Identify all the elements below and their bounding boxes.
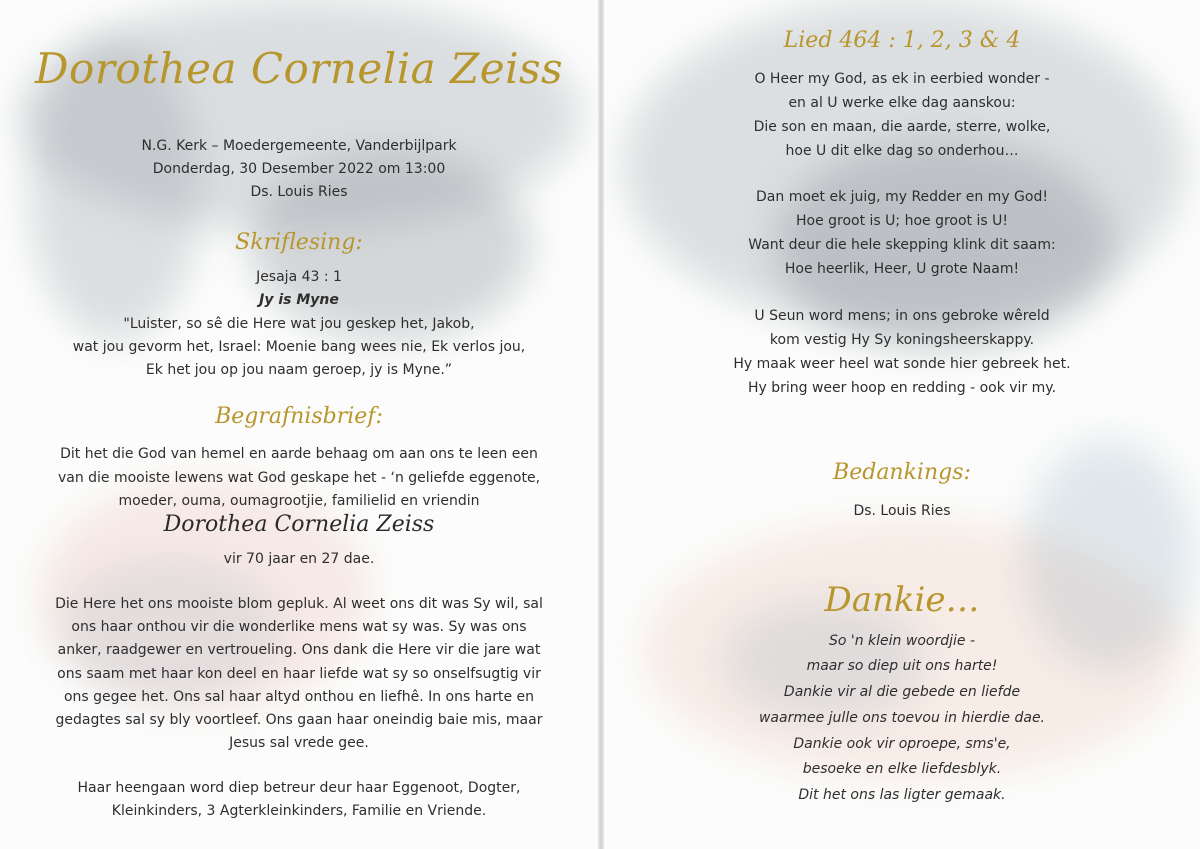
scripture-line: Ek het jou op jou naam geroep, jy is Myne.” — [145, 362, 453, 378]
hymn-verse2-line: Hoe groot is U; hoe groot is U! — [795, 213, 1008, 229]
dankie-line: besoeke en elke liefdesblyk. — [802, 761, 1002, 777]
hymn-verse3-line: Hy maak weer heel wat sonde hier gebreek het. — [733, 356, 1071, 372]
funeral-name: Dorothea Cornelia Zeiss — [163, 512, 435, 537]
funeral-intro-line: van die mooiste lewens wat God geskape het - ‘n geliefde eggenote, — [57, 470, 541, 486]
dankie-line: So 'n klein woordjie - — [828, 633, 975, 649]
tribute-line: gedagtes sal sy bly voortleef. Ons gaan haar oneindig baie mis, maar — [55, 712, 543, 728]
funeral-age: vir 70 jaar en 27 dae. — [223, 551, 375, 567]
dankie-line: Dankie ook vir oproepe, sms'e, — [793, 736, 1011, 752]
funeral-intro-line: moeder, ouma, oumagrootjie, familielid en vriendin — [118, 493, 480, 509]
service-date: Donderdag, 30 Desember 2022 om 13:00 — [152, 161, 446, 177]
hymn-verse1-line: hoe U dit elke dag so onderhou… — [785, 143, 1019, 159]
tribute-line: Jesus sal vrede gee. — [229, 735, 369, 751]
name-title: Dorothea Cornelia Zeiss — [34, 44, 564, 93]
hymn-verse2-line: Dan moet ek juig, my Redder en my God! — [756, 189, 1048, 205]
scripture-heading: Skriflesing: — [235, 230, 363, 255]
hymn-heading: Lied 464 : 1, 2, 3 & 4 — [783, 28, 1021, 53]
left-page — [0, 0, 598, 849]
right-page — [604, 0, 1200, 849]
scripture-line: wat jou gevorm het, Israel: Moenie bang wees nie, Ek verlos jou, — [72, 339, 526, 355]
tribute-line: ons gegee het. Ons sal haar altyd onthou en liefhê. In ons harte en — [63, 689, 534, 705]
hymn-verse1-line: O Heer my God, as ek in eerbied wonder - — [754, 71, 1050, 87]
tribute-line: anker, raadgewer en vertroueling. Ons dank die Here vir die jare wat — [57, 642, 541, 658]
scripture-line: "Luister, so sê die Here wat jou geskep het, Jakob, — [123, 316, 475, 332]
dankie-line: waarmee julle ons toevou in hierdie dae. — [758, 710, 1046, 726]
mourners-line: Kleinkinders, 3 Agterkleinkinders, Familie en Vriende. — [111, 803, 487, 819]
thanks-name: Ds. Louis Ries — [853, 503, 951, 519]
mourners-line: Haar heengaan word diep betreur deur haar Eggenoot, Dogter, — [77, 780, 521, 796]
hymn-verse2-line: Want deur die hele skepping klink dit saam: — [748, 237, 1056, 253]
dankie-line: Dankie vir al die gebede en liefde — [783, 684, 1021, 700]
service-minister: Ds. Louis Ries — [250, 184, 348, 200]
scripture-title: Jy is Myne — [259, 292, 339, 308]
hymn-verse2-line: Hoe heerlik, Heer, U grote Naam! — [784, 261, 1020, 277]
hymn-verse3-line: Hy bring weer hoop en redding - ook vir my. — [747, 380, 1057, 396]
funeral-heading: Begrafnisbrief: — [215, 404, 383, 429]
hymn-verse3-line: kom vestig Hy Sy koningsheerskappy. — [769, 332, 1035, 348]
funeral-intro-line: Dit het die God van hemel en aarde behaag om aan ons te leen een — [60, 446, 538, 462]
tribute-line: ons haar onthou vir die wonderlike mens wat sy was. Sy was ons — [71, 619, 527, 635]
dankie-line: Dit het ons las ligter gemaak. — [798, 787, 1006, 803]
dankie-heading: Dankie… — [824, 580, 980, 620]
service-location: N.G. Kerk – Moedergemeente, Vanderbijlpark — [141, 138, 457, 154]
hymn-verse1-line: en al U werke elke dag aanskou: — [788, 95, 1016, 111]
tribute-line: ons saam met haar kon deel en haar liefde wat sy so onselfsugtig vir — [57, 666, 541, 682]
scripture-reference: Jesaja 43 : 1 — [256, 269, 342, 285]
dankie-line: maar so diep uit ons harte! — [806, 658, 998, 674]
hymn-verse1-line: Die son en maan, die aarde, sterre, wolke, — [753, 119, 1051, 135]
tribute-line: Die Here het ons mooiste blom gepluk. Al weet ons dit was Sy wil, sal — [55, 596, 543, 612]
hymn-verse3-line: U Seun word mens; in ons gebroke wêreld — [754, 308, 1050, 324]
thanks-heading: Bedankings: — [833, 460, 971, 485]
